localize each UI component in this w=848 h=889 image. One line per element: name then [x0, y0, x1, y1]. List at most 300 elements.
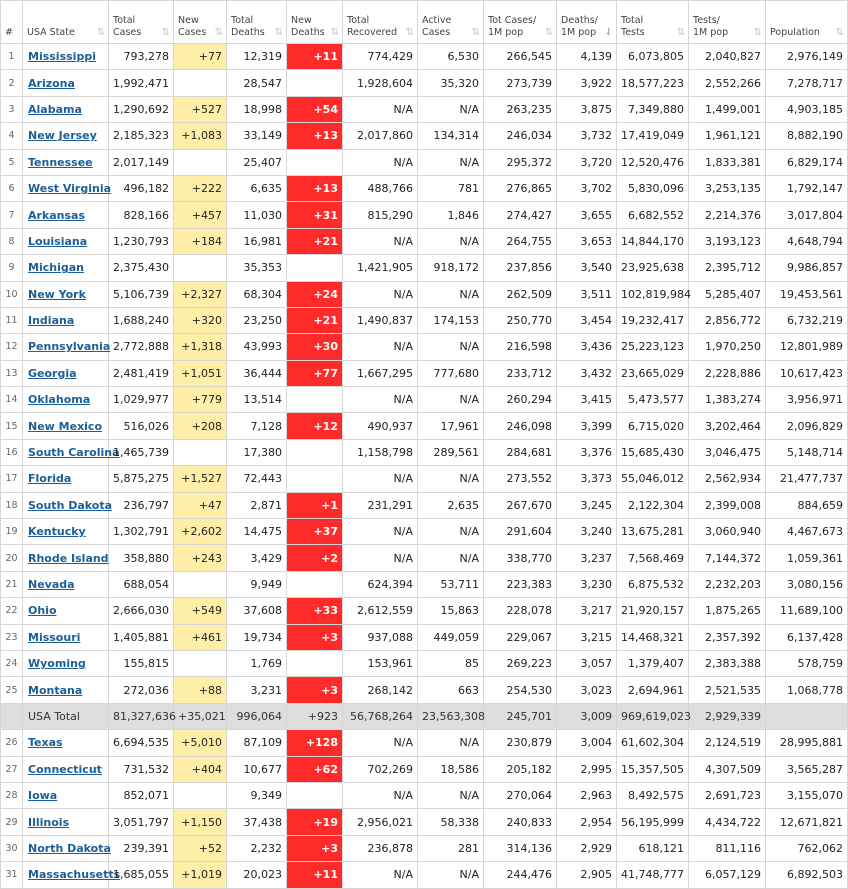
state-link[interactable]: Louisiana — [28, 234, 88, 248]
cell-total-cases: 1,685,055 — [109, 862, 174, 888]
cell-tests-1m: 1,833,381 — [689, 149, 766, 175]
cell-total-cases: 1,029,977 — [109, 387, 174, 413]
cell-total-tests: 14,468,321 — [617, 624, 689, 650]
cell-total-deaths: 37,438 — [227, 809, 287, 835]
cell-active-cases: 781 — [418, 175, 484, 201]
header-active-cases[interactable] — [418, 1, 484, 44]
cell-num: 10 — [1, 281, 23, 307]
cell-total-tests: 6,715,020 — [617, 413, 689, 439]
cell-active-cases: 18,586 — [418, 756, 484, 782]
cell-num: 4 — [1, 123, 23, 149]
header-tests-1m[interactable] — [689, 1, 766, 44]
cell-total-recovered: 1,928,604 — [343, 70, 418, 96]
cell-total-recovered: 937,088 — [343, 624, 418, 650]
cell-total-recovered: N/A — [343, 387, 418, 413]
cell-tests-1m: 1,961,121 — [689, 123, 766, 149]
sort-icon: ⇅ — [330, 27, 339, 38]
state-link[interactable]: Arizona — [28, 76, 75, 90]
cell-new-cases: +77 — [174, 44, 227, 70]
cell-tests-1m: 2,521,535 — [689, 677, 766, 703]
cell-state — [23, 413, 109, 439]
cell-total-recovered: N/A — [343, 96, 418, 122]
cell-active-cases: 777,680 — [418, 360, 484, 386]
state-link[interactable]: Iowa — [28, 789, 58, 803]
cell-tot-cases-1m: 260,294 — [484, 387, 557, 413]
cell-tot-cases-1m: 338,770 — [484, 545, 557, 571]
cell-new-deaths: +13 — [287, 175, 343, 201]
cell-total-recovered: N/A — [343, 149, 418, 175]
cell-num: 24 — [1, 650, 23, 676]
state-link[interactable]: Mississippi — [28, 50, 96, 64]
cell-deaths-1m: 3,023 — [557, 677, 617, 703]
cell-population — [766, 703, 848, 729]
header-total-cases-label: Total Cases — [113, 15, 142, 38]
cell-total-tests: 5,830,096 — [617, 175, 689, 201]
cell-population: 2,976,149 — [766, 44, 848, 70]
cell-tot-cases-1m: 244,476 — [484, 862, 557, 888]
cell-active-cases: N/A — [418, 466, 484, 492]
cell-num: 11 — [1, 307, 23, 333]
cell-total-cases: 828,166 — [109, 202, 174, 228]
cell-num: 13 — [1, 360, 23, 386]
cell-total-tests: 25,223,123 — [617, 334, 689, 360]
state-link[interactable]: Wyoming — [28, 657, 86, 671]
header-state[interactable] — [23, 1, 109, 44]
cell-total-tests: 55,046,012 — [617, 466, 689, 492]
cell-population: 11,689,100 — [766, 598, 848, 624]
cell-total-tests: 1,379,407 — [617, 650, 689, 676]
cell-tot-cases-1m: 263,235 — [484, 96, 557, 122]
cell-state — [23, 228, 109, 254]
cell-state — [23, 439, 120, 465]
cell-total-recovered: N/A — [343, 334, 418, 360]
cell-state — [23, 677, 109, 703]
sort-icon: ⇅ — [405, 27, 414, 38]
cell-deaths-1m: 3,875 — [557, 96, 617, 122]
cell-new-cases: +1,019 — [174, 862, 227, 888]
cell-state — [23, 96, 109, 122]
cell-total-tests: 7,568,469 — [617, 545, 689, 571]
header-population[interactable] — [766, 1, 848, 44]
cell-new-cases: +2,327 — [174, 281, 227, 307]
cell-total-cases: 3,051,797 — [109, 809, 174, 835]
table-row — [1, 149, 848, 175]
state-link[interactable]: Missouri — [28, 630, 81, 644]
cell-state — [23, 862, 121, 888]
state-link[interactable]: Michigan — [28, 261, 84, 275]
cell-total-deaths: 23,250 — [227, 307, 287, 333]
cell-total-deaths: 18,998 — [227, 96, 287, 122]
cell-total-deaths: 36,444 — [227, 360, 287, 386]
state-link[interactable]: Alabama — [28, 102, 82, 116]
cell-num — [1, 703, 23, 729]
cell-total-cases: 2,017,149 — [109, 149, 174, 175]
cell-active-cases: N/A — [418, 519, 484, 545]
header-state-label: USA State — [27, 27, 75, 38]
state-link[interactable]: Indiana — [28, 314, 75, 328]
cell-new-cases: +243 — [174, 545, 227, 571]
cell-active-cases: N/A — [418, 862, 484, 888]
cell-active-cases: 449,059 — [418, 624, 484, 650]
cell-total-deaths: 2,871 — [227, 492, 287, 518]
cell-total-recovered: 624,394 — [343, 571, 418, 597]
cell-deaths-1m: 3,653 — [557, 228, 617, 254]
cell-total-deaths: 37,608 — [227, 598, 287, 624]
cell-num: 2 — [1, 70, 23, 96]
state-link[interactable]: Connecticut — [28, 762, 102, 776]
table-row — [1, 466, 848, 492]
cell-num: 19 — [1, 519, 23, 545]
cell-population: 6,137,428 — [766, 624, 848, 650]
cell-num: 7 — [1, 202, 23, 228]
cell-total-cases: 852,071 — [109, 782, 174, 808]
cell-active-cases: 53,711 — [418, 571, 484, 597]
cell-total-cases: 5,875,275 — [109, 466, 174, 492]
cell-total-tests: 61,602,304 — [617, 730, 689, 756]
cell-deaths-1m: 3,215 — [557, 624, 617, 650]
cell-new-deaths — [287, 571, 343, 597]
cell-new-cases: +35,021 — [174, 703, 227, 729]
cell-total-deaths: 3,429 — [227, 545, 287, 571]
cell-deaths-1m: 3,237 — [557, 545, 617, 571]
cell-total-deaths: 25,407 — [227, 149, 287, 175]
cell-total-recovered: N/A — [343, 545, 418, 571]
cell-tot-cases-1m: 246,034 — [484, 123, 557, 149]
cell-active-cases: 17,961 — [418, 413, 484, 439]
cell-tot-cases-1m: 270,064 — [484, 782, 557, 808]
cell-total-deaths: 7,128 — [227, 413, 287, 439]
cell-num: 8 — [1, 228, 23, 254]
state-link[interactable]: South Carolina — [28, 446, 120, 460]
cell-active-cases: N/A — [418, 730, 484, 756]
cell-total-deaths: 68,304 — [227, 281, 287, 307]
cell-active-cases: 134,314 — [418, 123, 484, 149]
sort-desc-icon: ⇃ — [604, 27, 613, 38]
cell-tests-1m: 2,383,388 — [689, 650, 766, 676]
table-row — [1, 255, 848, 281]
cell-new-deaths — [287, 782, 343, 808]
table-row — [1, 202, 848, 228]
header-total-recovered-label: Total Recovered — [347, 15, 398, 38]
table-body — [1, 44, 848, 889]
state-link[interactable]: West Virginia — [28, 182, 112, 196]
cell-num: 29 — [1, 809, 23, 835]
cell-new-cases: +457 — [174, 202, 227, 228]
cell-active-cases: 35,320 — [418, 70, 484, 96]
state-link[interactable]: Kentucky — [28, 525, 86, 539]
cell-total-deaths: 9,349 — [227, 782, 287, 808]
cell-total-tests: 19,232,417 — [617, 307, 689, 333]
cell-tests-1m: 3,253,135 — [689, 175, 766, 201]
cell-new-cases — [174, 439, 227, 465]
cell-tot-cases-1m: 264,755 — [484, 228, 557, 254]
cell-new-deaths: +12 — [287, 413, 343, 439]
cell-tot-cases-1m: 276,865 — [484, 175, 557, 201]
cell-total-tests: 6,875,532 — [617, 571, 689, 597]
cell-num: 23 — [1, 624, 23, 650]
cell-population: 1,068,778 — [766, 677, 848, 703]
cell-total-deaths: 10,677 — [227, 756, 287, 782]
cell-new-deaths — [287, 387, 343, 413]
cell-num: 5 — [1, 149, 23, 175]
header-total-deaths[interactable] — [227, 1, 287, 44]
cell-num: 6 — [1, 175, 23, 201]
cell-new-deaths: +19 — [287, 809, 343, 835]
cell-tot-cases-1m: 245,701 — [484, 703, 557, 729]
cell-tot-cases-1m: 228,078 — [484, 598, 557, 624]
sort-icon: ⇅ — [161, 27, 170, 38]
cell-population: 4,648,794 — [766, 228, 848, 254]
sort-icon: ⇅ — [274, 27, 283, 38]
cell-state — [23, 519, 109, 545]
cell-num: 26 — [1, 730, 23, 756]
table-row — [1, 492, 848, 518]
cell-state — [23, 360, 109, 386]
cell-new-cases — [174, 70, 227, 96]
cell-new-deaths: +30 — [287, 334, 343, 360]
cell-tot-cases-1m: 223,383 — [484, 571, 557, 597]
cell-total-tests: 2,694,961 — [617, 677, 689, 703]
header-total-tests[interactable] — [617, 1, 689, 44]
cell-total-recovered: 1,158,798 — [343, 439, 418, 465]
cell-tot-cases-1m: 230,879 — [484, 730, 557, 756]
cell-num: 22 — [1, 598, 23, 624]
cell-active-cases: 58,338 — [418, 809, 484, 835]
cell-num: 17 — [1, 466, 23, 492]
cell-deaths-1m: 3,436 — [557, 334, 617, 360]
cell-total-cases: 5,106,739 — [109, 281, 174, 307]
cell-state — [23, 202, 109, 228]
cell-deaths-1m: 3,217 — [557, 598, 617, 624]
cell-tests-1m: 1,970,250 — [689, 334, 766, 360]
cell-total-deaths: 72,443 — [227, 466, 287, 492]
cell-total-tests: 18,577,223 — [617, 70, 689, 96]
table-row — [1, 730, 848, 756]
cell-total-recovered: 702,269 — [343, 756, 418, 782]
cell-state — [23, 624, 109, 650]
cell-tests-1m: 3,046,475 — [689, 439, 766, 465]
header-active-cases-label: Active Cases — [422, 15, 452, 38]
cell-total-recovered: 488,766 — [343, 175, 418, 201]
cell-num: 16 — [1, 439, 23, 465]
header-new-deaths-label: New Deaths — [291, 15, 325, 38]
state-link[interactable]: Montana — [28, 683, 83, 697]
cell-total-tests: 6,682,552 — [617, 202, 689, 228]
table-row — [1, 70, 848, 96]
cell-active-cases: 289,561 — [418, 439, 484, 465]
cell-new-cases: +404 — [174, 756, 227, 782]
cell-tests-1m: 2,552,266 — [689, 70, 766, 96]
cell-new-cases — [174, 650, 227, 676]
cell-tests-1m: 3,202,464 — [689, 413, 766, 439]
cell-total-tests: 56,195,999 — [617, 809, 689, 835]
cell-deaths-1m: 3,376 — [557, 439, 617, 465]
cell-active-cases: 1,846 — [418, 202, 484, 228]
cell-total-tests: 13,675,281 — [617, 519, 689, 545]
cell-state — [23, 175, 112, 201]
cell-deaths-1m: 3,540 — [557, 255, 617, 281]
state-link[interactable]: New Mexico — [28, 419, 103, 433]
cell-deaths-1m: 3,720 — [557, 149, 617, 175]
cell-population: 3,017,804 — [766, 202, 848, 228]
cell-total-tests: 2,122,304 — [617, 492, 689, 518]
state-link[interactable]: South Dakota — [28, 498, 113, 512]
cell-total-recovered: N/A — [343, 730, 418, 756]
cell-total-cases: 1,230,793 — [109, 228, 174, 254]
header-total-cases[interactable] — [109, 1, 174, 44]
header-tot-cases-1m[interactable] — [484, 1, 557, 44]
state-link[interactable]: Nevada — [28, 578, 75, 591]
sort-icon: ⇅ — [676, 27, 685, 38]
cell-total-deaths: 6,635 — [227, 175, 287, 201]
cell-total-deaths: 996,064 — [227, 703, 287, 729]
cell-total-recovered: 1,667,295 — [343, 360, 418, 386]
state-link[interactable]: North Dakota — [28, 841, 111, 855]
cell-total-cases: 1,688,240 — [109, 307, 174, 333]
sort-icon: ⇅ — [96, 27, 105, 38]
cell-new-cases: +2,602 — [174, 519, 227, 545]
table-row — [1, 519, 848, 545]
cell-deaths-1m: 3,399 — [557, 413, 617, 439]
cell-total-recovered: 231,291 — [343, 492, 418, 518]
cell-num: 12 — [1, 334, 23, 360]
cell-total-recovered: 2,612,559 — [343, 598, 418, 624]
header-total-recovered[interactable] — [343, 1, 418, 44]
cell-new-deaths: +3 — [287, 677, 343, 703]
state-link[interactable]: Texas — [28, 736, 63, 750]
state-link[interactable]: Pennsylvania — [28, 340, 111, 354]
cell-tot-cases-1m: 250,770 — [484, 307, 557, 333]
state-link[interactable]: New York — [28, 287, 86, 301]
header-tests-1m-label: Tests/ 1M pop — [693, 15, 729, 38]
cell-total-tests: 21,920,157 — [617, 598, 689, 624]
cell-population: 9,986,857 — [766, 255, 848, 281]
cell-tests-1m: 811,116 — [689, 835, 766, 861]
cell-tot-cases-1m: 295,372 — [484, 149, 557, 175]
cell-active-cases: N/A — [418, 545, 484, 571]
state-link[interactable]: Rhode Island — [28, 551, 109, 565]
cell-active-cases: 663 — [418, 677, 484, 703]
cell-active-cases: N/A — [418, 334, 484, 360]
cell-tot-cases-1m: 240,833 — [484, 809, 557, 835]
cell-deaths-1m: 3,415 — [557, 387, 617, 413]
cell-total-cases: 236,797 — [109, 492, 174, 518]
cell-num: 25 — [1, 677, 23, 703]
cell-new-cases: +527 — [174, 96, 227, 122]
cell-new-cases: +549 — [174, 598, 227, 624]
state-link[interactable]: Florida — [28, 472, 72, 486]
cell-new-cases: +47 — [174, 492, 227, 518]
cell-state — [23, 149, 109, 175]
cell-state — [23, 255, 109, 281]
cell-new-deaths: +77 — [287, 360, 343, 386]
state-link[interactable]: Tennessee — [28, 155, 93, 169]
cell-new-deaths: +62 — [287, 756, 343, 782]
cell-tests-1m: 2,395,712 — [689, 255, 766, 281]
cell-tot-cases-1m: 246,098 — [484, 413, 557, 439]
table-row — [1, 123, 848, 149]
state-link[interactable]: Illinois — [28, 815, 70, 829]
cell-total-cases: 358,880 — [109, 545, 174, 571]
cell-tests-1m: 4,307,509 — [689, 756, 766, 782]
state-link[interactable]: Massachusetts — [28, 868, 121, 882]
cell-state — [23, 70, 109, 96]
cell-tot-cases-1m: 229,067 — [484, 624, 557, 650]
cell-total-tests: 23,665,029 — [617, 360, 689, 386]
cell-total-cases: 239,391 — [109, 835, 174, 861]
cell-new-deaths: +21 — [287, 307, 343, 333]
cell-total-tests: 8,492,575 — [617, 782, 689, 808]
state-link[interactable]: Oklahoma — [28, 393, 91, 407]
state-link[interactable]: Georgia — [28, 366, 77, 380]
cell-population: 21,477,737 — [766, 466, 848, 492]
cell-total-deaths: 17,380 — [227, 439, 287, 465]
cell-population: 6,892,503 — [766, 862, 848, 888]
header-new-cases-label: New Cases — [178, 15, 207, 38]
header-new-cases[interactable] — [174, 1, 227, 44]
cell-population: 3,080,156 — [766, 571, 848, 597]
header-num[interactable] — [1, 1, 23, 44]
cell-population: 5,148,714 — [766, 439, 848, 465]
cell-total-tests: 12,520,476 — [617, 149, 689, 175]
cell-active-cases: N/A — [418, 149, 484, 175]
cell-num: 27 — [1, 756, 23, 782]
cell-total-recovered: 2,017,860 — [343, 123, 418, 149]
cell-tests-1m: 4,434,722 — [689, 809, 766, 835]
cell-total-recovered: 815,290 — [343, 202, 418, 228]
cell-new-deaths — [287, 466, 343, 492]
cell-new-deaths: +33 — [287, 598, 343, 624]
cell-tot-cases-1m: 291,604 — [484, 519, 557, 545]
header-deaths-1m[interactable] — [557, 1, 617, 44]
cell-total-tests: 15,685,430 — [617, 439, 689, 465]
table-row — [1, 387, 848, 413]
cell-tests-1m: 2,399,008 — [689, 492, 766, 518]
cell-tot-cases-1m: 269,223 — [484, 650, 557, 676]
cell-total-tests: 14,844,170 — [617, 228, 689, 254]
cell-total-recovered: N/A — [343, 281, 418, 307]
cell-new-cases: +88 — [174, 677, 227, 703]
cell-population: 3,956,971 — [766, 387, 848, 413]
cell-deaths-1m: 3,004 — [557, 730, 617, 756]
header-new-deaths[interactable] — [287, 1, 343, 44]
header-tot-cases-1m-label: Tot Cases/ 1M pop — [488, 15, 537, 38]
header-population-label: Population — [770, 27, 820, 38]
cell-population: 884,659 — [766, 492, 848, 518]
cell-deaths-1m: 3,230 — [557, 571, 617, 597]
cell-total-tests: 7,349,880 — [617, 96, 689, 122]
state-link[interactable]: New Jersey — [28, 129, 97, 143]
cell-active-cases: 15,863 — [418, 598, 484, 624]
cell-total-recovered: N/A — [343, 519, 418, 545]
cell-total-deaths: 11,030 — [227, 202, 287, 228]
cell-tot-cases-1m: 237,856 — [484, 255, 557, 281]
cell-total-deaths: 12,319 — [227, 44, 287, 70]
cell-state — [23, 730, 109, 756]
cell-tot-cases-1m: 205,182 — [484, 756, 557, 782]
cell-new-cases: +1,527 — [174, 466, 227, 492]
table-row — [1, 862, 848, 888]
cell-new-deaths: +11 — [287, 862, 343, 888]
cell-active-cases: 2,635 — [418, 492, 484, 518]
header-total-deaths-label: Total Deaths — [231, 15, 265, 38]
cell-tests-1m: 5,285,407 — [689, 281, 766, 307]
state-link[interactable]: Arkansas — [28, 208, 86, 222]
cell-tests-1m: 2,856,772 — [689, 307, 766, 333]
cell-num: 3 — [1, 96, 23, 122]
cell-new-deaths — [287, 149, 343, 175]
state-link[interactable]: Ohio — [28, 604, 57, 618]
